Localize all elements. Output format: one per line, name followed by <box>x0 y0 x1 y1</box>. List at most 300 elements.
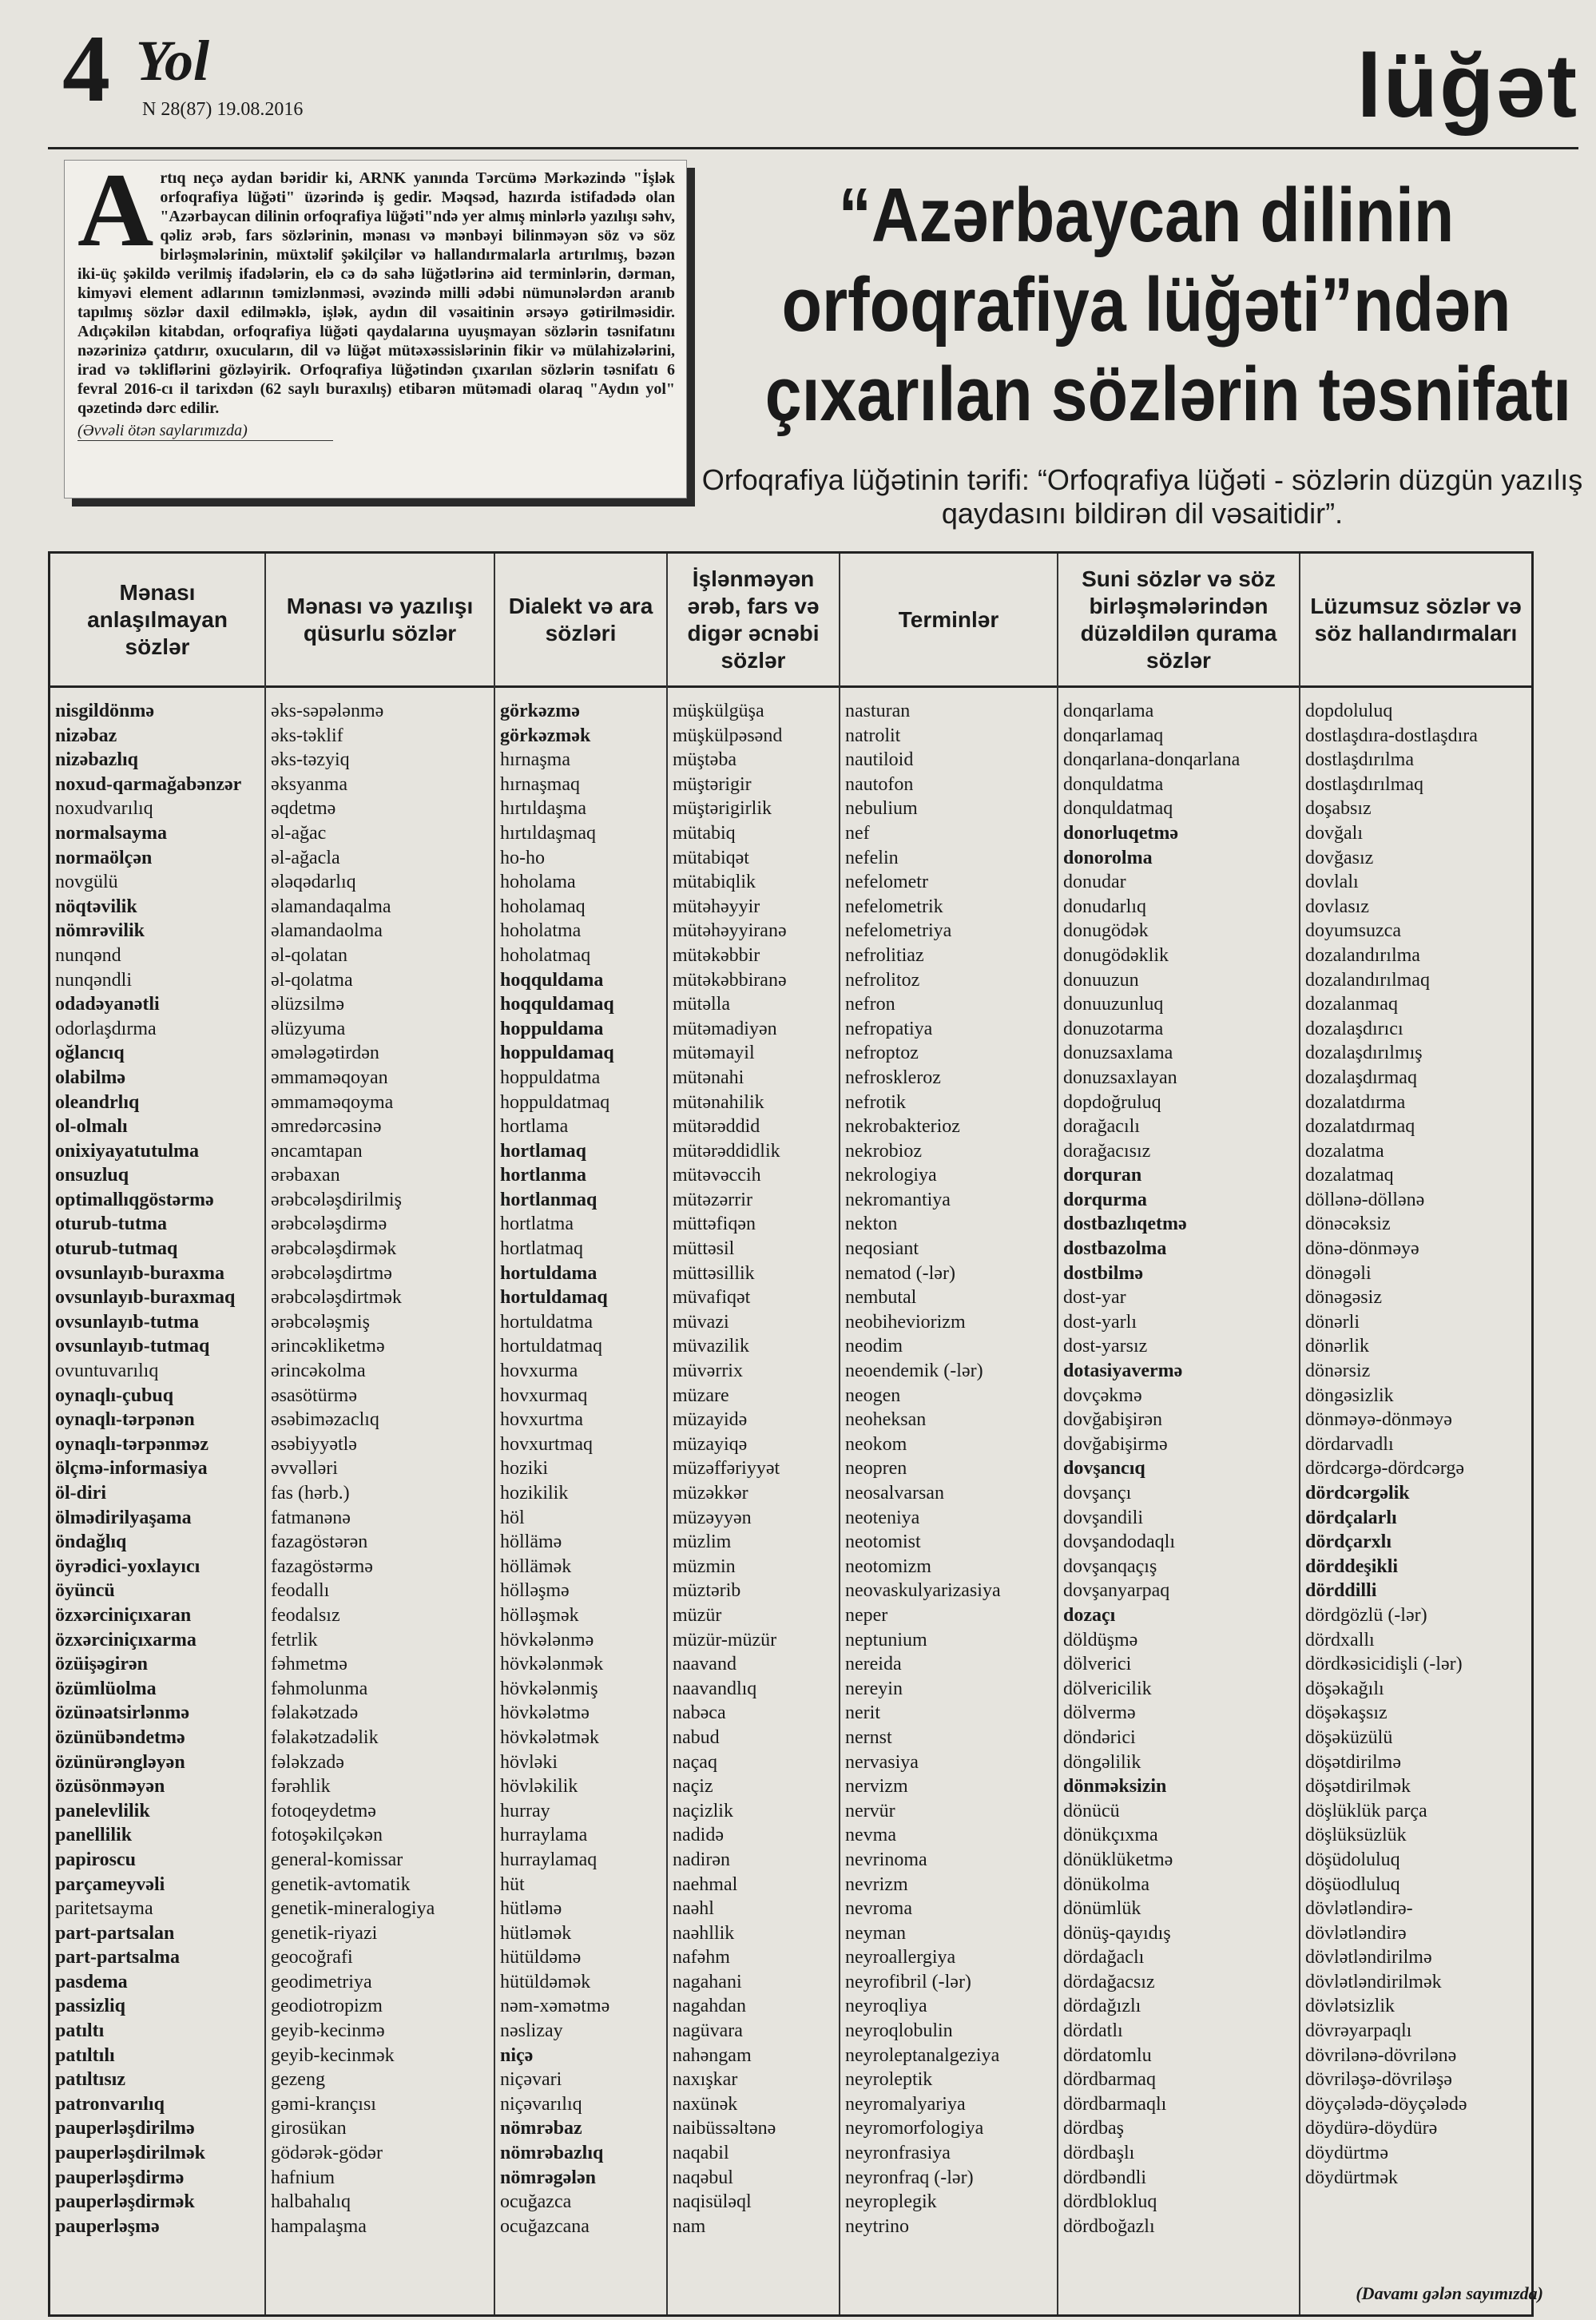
word-entry: mütəhəyyiranə <box>673 920 787 942</box>
word-entry: döşətdirilmək <box>1305 1776 1411 1798</box>
word-entry: dövrilənə-dövrilənə <box>1305 2044 1457 2066</box>
word-entry: nafəhm <box>673 1947 730 1968</box>
word-table <box>48 551 1534 2317</box>
word-entry: dotasiyavermə <box>1063 1361 1183 1382</box>
word-entry: hırtıldaşma <box>500 798 586 820</box>
word-entry: nematod (-lər) <box>845 1262 955 1284</box>
word-entry: hoqquldamaq <box>500 994 614 1015</box>
word-entry: əksyanma <box>271 773 347 795</box>
word-entry: novgülü <box>55 872 118 893</box>
word-entry: nereyin <box>845 1678 903 1699</box>
word-entry: neopren <box>845 1458 907 1480</box>
word-entry: nefelometrik <box>845 896 943 917</box>
word-entry: müzayidə <box>673 1409 748 1431</box>
word-entry: gezeng <box>271 2069 325 2091</box>
word-entry: nefelometriya <box>845 920 952 942</box>
word-entry: əks-təzyiq <box>271 749 350 771</box>
word-entry: nadirən <box>673 1849 730 1870</box>
word-entry: hortlanma <box>500 1165 586 1186</box>
word-entry: nabəca <box>673 1702 726 1724</box>
column-1 <box>266 554 495 2314</box>
intro-text: rtıq neçə aydan bəridir ki, ARNK yanında Tərcümə Mərkəzində "İşlək orfoqrafiya lüğəti" üzərində iş gedir. Məqsəd, hazırda istifadədə olan "Azərbaycan dilinin orfoqrafiya lüğəti"ndə yer almış minlərlə yazılışı səhv, qəliz ərəb, fars sözlərinin, mənası və mənbəyi bilinməyən söz və söz birləşmələrinin, müxtəlif şəkilçilər və hallandırmalarla artırılmış, bəzən iki-üç şəkildə verilmiş ifadələrin, elə cə də sahə lüğətlərinə aid terminlərin, dərman, kimyəvi element adlarının təmizlənməsi, əvəzində milli ədəbi nümunələrdən aranıb tapılmış sözlər daxil edilməklə, işlək, aydın dil vəsaitinin ərsəyə gətirilməsidir. Adıçəkilən kitabdan, orfoqrafiya lüğəti qaydalarına uyuşmayan sözlərin təsnifatını nəzərinizə çatdırır, oxucuların, dil və lüğət mütəxəssislərinin fikir və mülahizələrini, irad və təkliflərini gözləyirik. Orfoqrafiya lüğətindən çıxarılan sözlərin təsnifatı 6 fevral 2016-cı il tarixdən (62 saylı buraxılış) etibarən mütəmadi olaraq "Aydın yol" qəzetində dərc edilir. <box>77 169 675 417</box>
word-entry: neyman <box>845 1922 906 1944</box>
word-entry: dönməksizin <box>1063 1776 1167 1798</box>
word-entry: naavand <box>673 1654 736 1675</box>
word-entry: nizəbazlıq <box>55 749 139 771</box>
word-entry: hortlanmaq <box>500 1189 598 1210</box>
word-entry: ölmədirilyaşama <box>55 1507 192 1528</box>
word-entry: hoqquldama <box>500 969 604 991</box>
word-entry: donorluqetmə <box>1063 822 1178 844</box>
word-entry: niçəvarılıq <box>500 2093 582 2115</box>
word-entry: nef <box>845 822 870 844</box>
word-entry: hovxurma <box>500 1361 578 1382</box>
title-line-1: “Azərbaycan dilinin <box>838 173 1455 258</box>
word-entry: dördcərgə-dördcərgə <box>1305 1458 1465 1480</box>
word-entry: hölləşmək <box>500 1604 579 1626</box>
column-6 <box>1300 554 1531 2314</box>
word-entry: nabud <box>673 1726 720 1748</box>
word-entry: əmmaməqoyan <box>271 1067 388 1088</box>
word-entry: əlüzyuma <box>271 1018 346 1039</box>
word-entry: müttəsil <box>673 1238 735 1260</box>
word-entry: özüişəgirən <box>55 1654 148 1675</box>
word-entry: nagahani <box>673 1971 742 1992</box>
title-line-2: orfoqrafiya lüğəti”ndən <box>781 262 1511 348</box>
word-entry: hoholatmaq <box>500 944 591 966</box>
word-entry: ərəbcələşmiş <box>271 1311 370 1333</box>
word-entry: naəhllik <box>673 1922 735 1944</box>
word-entry: döllənə-döllənə <box>1305 1189 1425 1210</box>
word-entry: mütərəddid <box>673 1116 760 1138</box>
word-entry: nereida <box>845 1654 902 1675</box>
word-entry: hortlatma <box>500 1214 574 1235</box>
word-entry: nəslizay <box>500 2020 563 2042</box>
word-entry: əsəbiyyətlə <box>271 1433 357 1455</box>
word-entry: hovxurtma <box>500 1409 583 1431</box>
word-entry: fərəhlik <box>271 1776 331 1798</box>
word-entry: oleandrlıq <box>55 1091 140 1113</box>
word-entry: onixiyayatutulma <box>55 1140 200 1162</box>
word-entry: naehmal <box>673 1873 738 1895</box>
word-entry: naçiz <box>673 1776 713 1798</box>
article-title <box>764 171 1572 439</box>
word-entry: nerit <box>845 1702 880 1724</box>
word-entry: hoholama <box>500 872 576 893</box>
word-entry: nam <box>673 2215 706 2237</box>
word-entry: hütüldəmək <box>500 1971 591 1992</box>
word-entry: dovlalı <box>1305 872 1359 893</box>
drop-cap: A <box>77 160 154 268</box>
word-entry: döydürtmə <box>1305 2143 1388 2164</box>
word-entry: özünəatsirlənmə <box>55 1702 189 1724</box>
word-entry: nagahdan <box>673 1996 746 2017</box>
word-entry: dovşandodaqlı <box>1063 1531 1175 1553</box>
word-entry: neyroqliya <box>845 1996 927 2017</box>
word-entry: doşabsız <box>1305 798 1372 820</box>
word-entry: dozalatdırmaq <box>1305 1116 1415 1138</box>
word-entry: əl-qolatma <box>271 969 353 991</box>
word-entry: nefron <box>845 994 895 1015</box>
word-entry: döydürə-döydürə <box>1305 2118 1438 2139</box>
word-entry: part-partsalan <box>55 1922 175 1944</box>
word-entry: ocuğazcana <box>500 2215 590 2237</box>
word-entry: dorquran <box>1063 1165 1142 1186</box>
word-entry: donugödək <box>1063 920 1149 942</box>
word-entry: dostbazlıqetmə <box>1063 1214 1187 1235</box>
word-entry: naavandlıq <box>673 1678 757 1699</box>
word-entry: pauperləşdirmək <box>55 2191 195 2213</box>
word-entry: özxərciniçıxarma <box>55 1629 197 1651</box>
word-entry: öndağlıq <box>55 1531 127 1553</box>
word-entry: patıltısız <box>55 2069 125 2091</box>
word-entry: nekton <box>845 1214 898 1235</box>
column-5 <box>1058 554 1300 2314</box>
word-entry: nefrolitiaz <box>845 944 924 966</box>
word-entry: dönərlik <box>1305 1336 1369 1357</box>
word-entry: naçaq <box>673 1751 717 1773</box>
word-entry: əmələgətirdən <box>271 1043 379 1064</box>
word-entry: donuuzunluq <box>1063 994 1164 1015</box>
word-entry: müştərigirlik <box>673 798 772 820</box>
word-entry: mütabiqət <box>673 847 749 868</box>
word-entry: mütabiq <box>673 822 736 844</box>
word-entry: pauperləşdirilmə <box>55 2118 195 2139</box>
word-entry: döşəkaşsız <box>1305 1702 1388 1724</box>
word-entry: dördatlı <box>1063 2020 1123 2042</box>
word-entry: nevrizm <box>845 1873 908 1895</box>
word-entry: naqabil <box>673 2143 729 2164</box>
word-entry: donudarlıq <box>1063 896 1146 917</box>
word-entry: neqosiant <box>845 1238 919 1260</box>
word-entry: dönüklüketmə <box>1063 1849 1173 1870</box>
word-entry: geyib-kecinmək <box>271 2044 395 2066</box>
word-entry: neyroplegik <box>845 2191 937 2213</box>
word-entry: dorağacılı <box>1063 1116 1140 1138</box>
word-entry: müzayiqə <box>673 1433 748 1455</box>
word-entry: dönərsiz <box>1305 1361 1371 1382</box>
word-entry: dövlətləndirə- <box>1305 1898 1413 1920</box>
word-entry: ovsunlayıb-buraxma <box>55 1262 225 1284</box>
word-entry: part-partsalma <box>55 1947 180 1968</box>
word-entry: dövlətləndirə <box>1305 1922 1407 1944</box>
word-entry: hurray <box>500 1800 550 1821</box>
word-entry: nömrəgələn <box>500 2167 596 2188</box>
word-entry: donuuzun <box>1063 969 1139 991</box>
word-entry: patronvarılıq <box>55 2093 165 2115</box>
word-entry: hüt <box>500 1873 525 1895</box>
word-entry: hovxurmaq <box>500 1384 588 1406</box>
word-entry: dördçalarlı <box>1305 1507 1397 1528</box>
word-entry: ho-ho <box>500 847 545 868</box>
word-entry: nebulium <box>845 798 918 820</box>
word-entry: nadidə <box>673 1825 724 1846</box>
word-entry: dozalandırılmaq <box>1305 969 1430 991</box>
word-entry: naqəbul <box>673 2167 733 2188</box>
word-entry: ərəbcələşdirilmiş <box>271 1189 402 1210</box>
word-entry: əl-ağacla <box>271 847 340 868</box>
word-entry: müztərib <box>673 1580 741 1602</box>
word-entry: hurraylama <box>500 1825 588 1846</box>
word-entry: mütəlla <box>673 994 730 1015</box>
word-entry: dostbazolma <box>1063 1238 1167 1260</box>
column-words <box>1058 688 1299 2239</box>
word-entry: girosükan <box>271 2118 347 2139</box>
word-entry: genetik-mineralogiya <box>271 1898 435 1920</box>
word-entry: fotoqeydetmə <box>271 1800 376 1821</box>
word-entry: neyromorfologiya <box>845 2118 984 2139</box>
word-entry: neyronfraq (-lər) <box>845 2167 974 2188</box>
word-entry: dovşancıq <box>1063 1458 1145 1480</box>
word-entry: neovaskulyarizasiya <box>845 1580 1001 1602</box>
word-entry: dostbilmə <box>1063 1262 1144 1284</box>
word-entry: neper <box>845 1604 888 1626</box>
word-entry: dost-yarlı <box>1063 1311 1137 1333</box>
word-entry: neosalvarsan <box>845 1483 944 1504</box>
column-words <box>50 688 264 2239</box>
word-entry: hortuldatma <box>500 1311 593 1333</box>
word-entry: feodalsız <box>271 1604 340 1626</box>
word-entry: nervür <box>845 1800 895 1821</box>
word-entry: geodimetriya <box>271 1971 372 1992</box>
word-entry: müşkülgüşa <box>673 701 764 721</box>
word-entry: höllämə <box>500 1531 562 1553</box>
word-entry: döşüdoluluq <box>1305 1849 1400 1870</box>
word-entry: neodim <box>845 1336 903 1357</box>
word-entry: niçə <box>500 2044 534 2066</box>
word-entry: əmredərcəsinə <box>271 1116 382 1138</box>
word-entry: patıltı <box>55 2020 105 2042</box>
word-entry: ərincəkolma <box>271 1361 366 1382</box>
column-header: Suni sözlər və söz birləşmələrindən düzəldilən qurama sözlər <box>1058 554 1299 688</box>
word-entry: neptunium <box>845 1629 927 1651</box>
word-entry: mütəkəbbir <box>673 944 760 966</box>
word-entry: əvvəlləri <box>271 1458 338 1480</box>
word-entry: müzəkkər <box>673 1483 748 1504</box>
word-entry: höllämək <box>500 1555 572 1577</box>
word-entry: dördbarmaqlı <box>1063 2093 1167 2115</box>
word-entry: naxünək <box>673 2093 738 2115</box>
word-entry: fəhmolunma <box>271 1678 368 1699</box>
word-entry: hırnaşma <box>500 749 570 771</box>
word-entry: ol-olmalı <box>55 1116 128 1138</box>
word-entry: neobiheviorizm <box>845 1311 966 1333</box>
word-entry: dostlaşdıra-dostlaşdıra <box>1305 725 1478 746</box>
word-entry: naxışkar <box>673 2069 738 2091</box>
word-entry: normaölçən <box>55 847 153 868</box>
word-entry: dördgözlü (-lər) <box>1305 1604 1427 1626</box>
word-entry: dorqurma <box>1063 1189 1147 1210</box>
word-entry: donuzotarma <box>1063 1018 1164 1039</box>
word-entry: nevroma <box>845 1898 912 1920</box>
word-entry: nekrobioz <box>845 1140 922 1162</box>
word-entry: dördbaş <box>1063 2118 1124 2139</box>
word-entry: halbahalıq <box>271 2191 351 2213</box>
word-entry: fas (hərb.) <box>271 1483 350 1504</box>
word-entry: əks-təklif <box>271 725 343 746</box>
word-entry: dopdoğruluq <box>1063 1091 1161 1113</box>
word-entry: ələqədarlıq <box>271 872 356 893</box>
word-entry: dördcərgəlik <box>1305 1483 1410 1504</box>
word-entry: hırnaşmaq <box>500 773 580 795</box>
word-entry: ərəbcələşdirtmə <box>271 1262 392 1284</box>
word-entry: ölçmə-informasiya <box>55 1458 208 1480</box>
word-entry: neyroleptanalgeziya <box>845 2044 1000 2066</box>
word-entry: dovşandili <box>1063 1507 1143 1528</box>
word-entry: papiroscu <box>55 1849 136 1870</box>
word-entry: ovsunlayıb-tutma <box>55 1311 200 1333</box>
word-entry: donugödəklik <box>1063 944 1169 966</box>
footer-note: (Davamı gələn sayımızda) <box>1356 2283 1543 2303</box>
word-entry: donudar <box>1063 872 1126 893</box>
word-entry: noxud-qarmağabənzər <box>55 773 242 795</box>
word-entry: donuzsaxlayan <box>1063 1067 1177 1088</box>
word-entry: döngəlilik <box>1063 1751 1141 1773</box>
word-entry: passizliq <box>55 1996 126 2017</box>
word-entry: dozalatmaq <box>1305 1165 1394 1186</box>
word-entry: ərəbaxan <box>271 1165 340 1186</box>
word-entry: paritetsayma <box>55 1898 153 1920</box>
word-entry: ərincəkliketmə <box>271 1336 385 1357</box>
word-entry: döşətdirilmə <box>1305 1751 1401 1773</box>
word-entry: odorlaşdırma <box>55 1018 157 1039</box>
word-entry: dövlətsizlik <box>1305 1996 1395 2017</box>
word-entry: dönükçıxma <box>1063 1825 1158 1846</box>
word-entry: müştəba <box>673 749 736 771</box>
word-entry: döldüşmə <box>1063 1629 1138 1651</box>
word-entry: neyroleptik <box>845 2069 933 2091</box>
word-entry: fəhmetmə <box>271 1654 347 1675</box>
word-entry: dördblokluq <box>1063 2191 1157 2213</box>
column-3 <box>668 554 840 2314</box>
word-entry: nunqəndli <box>55 969 132 991</box>
word-entry: nefroskleroz <box>845 1067 941 1088</box>
word-entry: dönməyə-dönməyə <box>1305 1409 1452 1431</box>
word-entry: dönükolma <box>1063 1873 1149 1895</box>
word-entry: fəlakətzadə <box>271 1702 359 1724</box>
word-entry: parçameyvəli <box>55 1873 165 1895</box>
word-entry: pauperləşdirmə <box>55 2167 185 2188</box>
word-entry: general-komissar <box>271 1849 403 1870</box>
word-entry: höl <box>500 1507 525 1528</box>
word-entry: fazagöstərmə <box>271 1555 373 1577</box>
word-entry: nekrobakterioz <box>845 1116 960 1138</box>
word-entry: hortuldatmaq <box>500 1336 602 1357</box>
word-entry: əlamandaolma <box>271 920 383 942</box>
word-entry: dördarvadlı <box>1305 1433 1394 1455</box>
word-entry: donqarlamaq <box>1063 725 1164 746</box>
column-header: Terminlər <box>840 554 1057 688</box>
word-entry: hölləşmə <box>500 1580 570 1602</box>
word-entry: dovğalı <box>1305 822 1363 844</box>
word-entry: dövriləşə-dövriləşə <box>1305 2069 1452 2091</box>
word-entry: hövkələnmiş <box>500 1678 598 1699</box>
word-entry: ovsunlayıb-tutmaq <box>55 1336 210 1357</box>
word-entry: neotomist <box>845 1531 921 1553</box>
word-entry: öyüncü <box>55 1580 115 1602</box>
word-entry: müttəsillik <box>673 1262 755 1284</box>
word-entry: hovxurtmaq <box>500 1433 593 1455</box>
word-entry: dovğasız <box>1305 847 1374 868</box>
intro-box <box>64 160 687 499</box>
word-entry: əl-qolatan <box>271 944 347 966</box>
word-entry: fotoşəkilçəkən <box>271 1825 383 1846</box>
word-entry: geodiotropizm <box>271 1996 383 2017</box>
word-entry: dönümlük <box>1063 1898 1141 1920</box>
word-entry: nasturan <box>845 701 911 721</box>
word-entry: neogen <box>845 1384 901 1406</box>
word-entry: döşlüklük parça <box>1305 1800 1427 1821</box>
word-entry: əks-səpələnmə <box>271 701 384 721</box>
word-entry: hurraylamaq <box>500 1849 598 1870</box>
word-entry: hortuldama <box>500 1262 598 1284</box>
word-entry: mütənahilik <box>673 1091 764 1113</box>
word-entry: hövləki <box>500 1751 558 1773</box>
word-entry: nekrologiya <box>845 1165 937 1186</box>
word-entry: geocoğrafi <box>271 1947 353 1968</box>
word-entry: nəm-xəmətmə <box>500 1996 610 2017</box>
column-header: Lüzumsuz sözlər və söz hallandırmaları <box>1300 554 1531 688</box>
word-entry: neytrino <box>845 2215 909 2237</box>
word-entry: neoteniya <box>845 1507 920 1528</box>
word-entry: dördatomlu <box>1063 2044 1152 2066</box>
word-entry: nisgildönmə <box>55 701 155 721</box>
word-entry: mütəkəbbiranə <box>673 969 787 991</box>
word-entry: neokom <box>845 1433 907 1455</box>
word-entry: odadəyanətli <box>55 994 160 1015</box>
word-entry: dördağacsız <box>1063 1971 1155 1992</box>
word-entry: gəmi-krançısı <box>271 2093 376 2115</box>
word-entry: dönərli <box>1305 1311 1360 1333</box>
word-entry: hövkələtmə <box>500 1702 590 1724</box>
word-entry: neoheksan <box>845 1409 927 1431</box>
word-entry: dost-yarsız <box>1063 1336 1148 1357</box>
word-entry: dozalaşdırılmış <box>1305 1043 1423 1064</box>
word-entry: dopdoluluq <box>1305 701 1393 721</box>
word-entry: dördağızlı <box>1063 1996 1141 2017</box>
word-entry: naçizlik <box>673 1800 733 1821</box>
word-entry: özünürəngləyən <box>55 1751 185 1773</box>
word-entry: nefropatiya <box>845 1018 933 1039</box>
word-entry: patıltılı <box>55 2044 115 2066</box>
word-entry: oynaqlı-çubuq <box>55 1384 174 1406</box>
word-entry: donuzsaxlama <box>1063 1043 1173 1064</box>
word-entry: dönəgəli <box>1305 1262 1372 1284</box>
word-entry: nefrolitoz <box>845 969 920 991</box>
word-entry: hoholatma <box>500 920 582 942</box>
newspaper-logo: Yol <box>136 29 210 93</box>
word-entry: hövləkilik <box>500 1776 578 1798</box>
word-entry: müvafiqət <box>673 1287 751 1309</box>
word-entry: əncamtapan <box>271 1140 363 1162</box>
word-entry: feodallı <box>271 1580 330 1602</box>
word-entry: donqarlana-donqarlana <box>1063 749 1241 771</box>
word-entry: dorağacısız <box>1063 1140 1151 1162</box>
word-entry: donquldatmaq <box>1063 798 1173 820</box>
word-entry: döydürtmək <box>1305 2167 1398 2188</box>
word-entry: hozikilik <box>500 1483 569 1504</box>
word-entry: nautiloid <box>845 749 914 771</box>
word-entry: dost-yar <box>1063 1287 1126 1309</box>
issue-info: N 28(87) 19.08.2016 <box>142 99 304 120</box>
word-entry: əsəbiməzaclıq <box>271 1409 379 1431</box>
word-entry: nevma <box>845 1825 896 1846</box>
word-entry: panelevlilik <box>55 1800 150 1821</box>
word-entry: dörddilli <box>1305 1580 1377 1602</box>
word-entry: dozalanmaq <box>1305 994 1398 1015</box>
word-entry: fatmanənə <box>271 1507 351 1528</box>
word-entry: müvazilik <box>673 1336 749 1357</box>
